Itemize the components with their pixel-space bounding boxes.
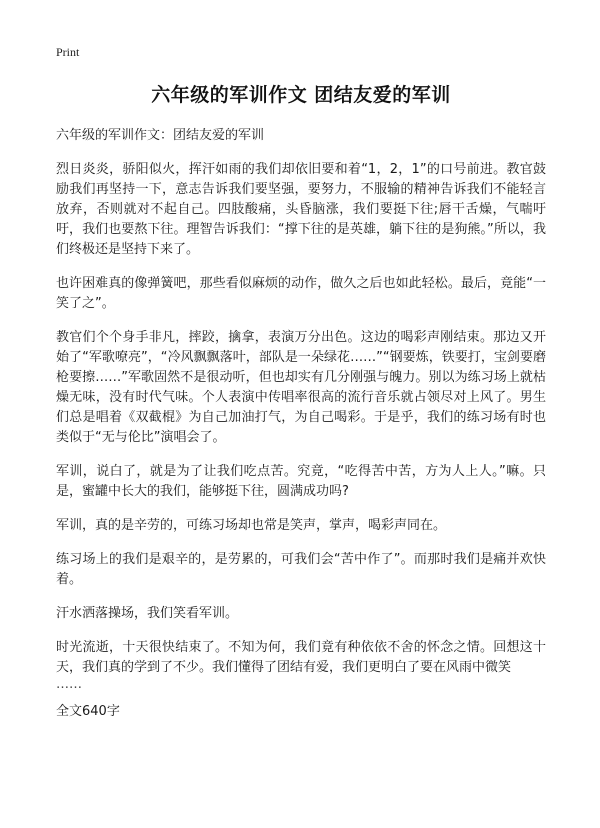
truncation-ellipsis: ……	[56, 677, 82, 692]
paragraph-7: 汗水洒落操场，我们笑看军训。	[56, 606, 239, 621]
word-count: 全文640字	[56, 704, 120, 719]
article-subtitle: 六年级的军训作文：团结友爱的军训	[56, 128, 265, 143]
paragraph-3: 教官们个个身手非凡，摔跤，擒拿，表演万分出色。这边的喝彩声刚结束。那边又开始了“军歌嘹亮”，“冷风飘飘落叶，部队是一朵绿花……”“钢要炼，铁要打，宝剑要磨枪要擦……”军歌固然不是很动听，但也却实有几分刚强与魄力。别以为练习场上就枯燥无味，没有时代气味。个人表演中传唱率很高的流行音乐就占领尽对上风了。男生们总是唱着《双截棍》为自己加油打气，为自己喝彩。于是乎，我们的练习场有时也类似于“无与伦比”演唱会了。	[56, 330, 546, 445]
page-title: 六年级的军训作文 团结友爱的军训	[151, 84, 451, 106]
article-body	[56, 160, 546, 692]
paragraph-2: 也许困难真的像弹簧吧，那些看似麻烦的动作，做久之后也如此轻松。最后，竟能“一笑了之”。	[56, 276, 546, 311]
paragraph-8: 时光流逝，十天很快结束了。不知为何，我们竟有种依依不舍的怀念之情。回想这十天，我们真的学到了不少。我们懂得了团结有爱，我们更明白了要在风雨中微笑	[56, 640, 546, 675]
paragraph-6: 练习场上的我们是艰辛的，是劳累的，可我们会“苦中作了”。而那时我们是痛并欢快着。	[56, 552, 546, 587]
paragraph-5: 军训，真的是辛劳的，可练习场却也常是笑声，掌声，喝彩声同在。	[56, 518, 447, 533]
paragraph-4: 军训，说白了，就是为了让我们吃点苦。究竟，“吃得苦中苦，方为人上人。”嘛。只是，蜜罐中长大的我们，能够挺下往，圆满成功吗?	[56, 464, 546, 499]
print-link[interactable]: Print	[56, 45, 80, 59]
paragraph-1: 烈日炎炎，骄阳似火，挥汗如雨的我们却依旧要和着“1，2，1”的口号前进。教官鼓励我们再坚持一下，意志告诉我们要坚强，要努力，不服输的精神告诉我们不能轻言放弃，否则就对不起自己。四肢酸痛，头昏脑涨，我们要挺下往;唇干舌燥，气喘吁吁，我们也要熬下往。理智告诉我们：“撑下往的是英雄，躺下往的是狗熊。”所以，我们终极还是坚持下来了。	[56, 162, 546, 257]
